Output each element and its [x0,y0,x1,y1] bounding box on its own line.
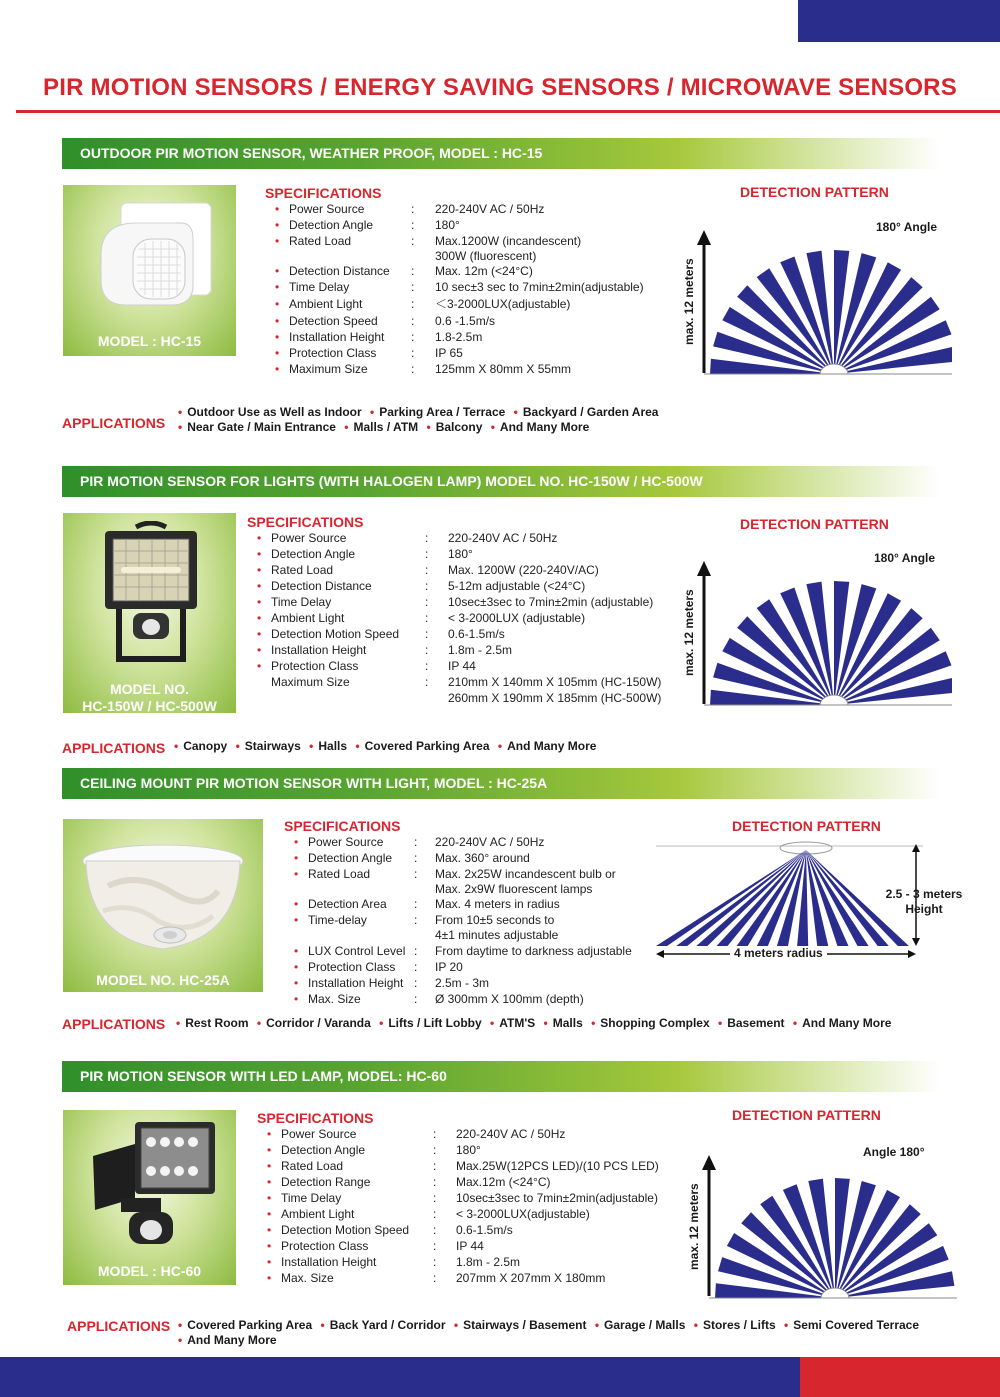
spec-label: Ambient Light [271,611,345,625]
detection-pattern [672,536,952,716]
spec-value: 180° [435,218,460,232]
spec-bullet: • [257,659,262,673]
spec-label: Protection Class [271,659,359,673]
application-item: Stores / Lifts [702,1318,776,1332]
spec-value: Max. 360° around [435,851,530,865]
spec-label: Installation Height [281,1255,377,1269]
spec-value: 0.6-1.5m/s [456,1223,513,1237]
spec-bullet: • [267,1271,272,1285]
detection-pattern-heading: DETECTION PATTERN [732,818,881,834]
spec-bullet: • [294,897,299,911]
app-bullet: • [426,420,431,434]
detection-zone [710,359,834,374]
spec-bullet: • [267,1239,272,1253]
app-bullet: • [497,739,503,753]
spec-colon: : [411,314,415,328]
specifications-heading: SPECIFICATIONS [257,1110,374,1126]
spec-value: Max.1200W (incandescent) [435,234,582,248]
spec-colon: : [425,531,429,545]
spec-colon: : [433,1191,437,1205]
spec-label: Detection Motion Speed [281,1223,410,1237]
application-item: Back Yard / Corridor [329,1318,446,1332]
spec-bullet: • [267,1127,272,1141]
spec-label: Ambient Light [281,1207,355,1221]
spec-bullet: • [294,976,299,990]
page-title: PIR MOTION SENSORS / ENERGY SAVING SENSORS / MICROWAVE SENSORS [43,74,957,101]
arrow-up-icon [697,230,711,245]
app-bullet: • [355,739,360,753]
arrow-up-icon [912,844,920,852]
spec-value: Max. 12m (<24°C) [435,264,533,278]
app-bullet: • [693,1318,698,1332]
spec-bullet: • [294,835,299,849]
spec-colon: : [411,330,415,344]
detection-pattern-heading: DETECTION PATTERN [740,516,889,532]
spec-bullet: • [257,563,262,577]
spec-list [267,1127,687,1292]
spec-label: Power Source [289,202,365,216]
app-bullet: • [320,1318,325,1332]
spec-colon: : [414,992,418,1006]
applications-line [178,405,658,419]
spec-bullet: • [267,1207,272,1221]
spec-value: 10sec±3sec to 7min±2min(adjustable) [456,1191,658,1205]
title-divider [16,110,1000,113]
specifications-heading: SPECIFICATIONS [265,185,382,201]
application-item: Covered Parking Area [364,739,490,753]
spec-bullet: • [294,851,299,865]
section-band: CEILING MOUNT PIR MOTION SENSOR WITH LIGHT, MODEL : HC-25A [62,768,940,799]
application-item: And Many More [507,739,597,753]
spec-value: IP 20 [435,960,463,974]
spec-bullet: • [267,1223,272,1237]
spec-bullet: • [257,627,262,641]
spec-label: Detection Angle [281,1143,366,1157]
spec-colon: : [414,867,418,881]
spec-label: Time Delay [289,280,350,294]
spec-value: 1.8m - 2.5m [448,643,513,657]
spec-value: From daytime to darkness adjustable [435,944,632,958]
app-bullet: • [344,420,349,434]
app-bullet: • [513,405,518,419]
spec-value: 300W (fluorescent) [435,249,537,263]
spec-bullet: • [267,1255,272,1269]
top-accent-bar [798,0,1000,42]
spec-bullet: • [275,346,280,360]
spec-colon: : [411,297,415,311]
spec-bullet: • [294,867,299,881]
application-item: Shopping Complex [600,1016,710,1030]
spec-bullet: • [267,1191,272,1205]
detection-zone [834,250,849,374]
spec-colon: : [411,346,415,360]
spec-label: Rated Load [289,234,352,248]
spec-value: Max. 1200W (220-240V/AC) [448,563,599,577]
spec-value: 220-240V AC / 50Hz [456,1127,566,1141]
applications-heading: APPLICATIONS [67,1318,171,1334]
applications-heading: APPLICATIONS [62,415,166,431]
spec-bullet: • [267,1143,272,1157]
app-bullet: • [176,1016,181,1030]
spec-label: Protection Class [289,346,377,360]
spec-bullet: • [294,992,299,1006]
applications-line [176,1016,891,1030]
applications-line [178,1318,919,1332]
radius-label: 4 meters radius [730,946,827,960]
application-item: Near Gate / Main Entrance [187,420,336,434]
height-label-line: Height [905,902,943,916]
spec-label: Detection Speed [289,314,378,328]
spec-label: Max. Size [308,992,361,1006]
spec-colon: : [425,579,429,593]
spec-colon: : [433,1239,437,1253]
spec-label: Installation Height [308,976,404,990]
spec-colon: : [411,280,415,294]
spec-bullet: • [275,297,280,311]
app-bullet: • [370,405,375,419]
spec-value: 125mm X 80mm X 55mm [435,362,572,376]
spec-value: IP 44 [456,1239,484,1253]
specifications-heading: SPECIFICATIONS [247,514,364,530]
app-bullet: • [453,1318,459,1332]
range-label: max. 12 meters [687,1183,701,1270]
applications-line [174,739,596,753]
spec-colon: : [425,611,429,625]
footer-bar-blue [0,1357,800,1397]
specifications-heading: SPECIFICATIONS [284,818,401,834]
detection-pattern [677,1130,957,1310]
led-floodlight-icon [85,1116,220,1256]
spec-value: 210mm X 140mm X 105mm (HC-150W) [448,675,662,689]
app-bullet: • [178,405,183,419]
product-photo [63,1110,236,1285]
spec-value: Max. 2x9W fluorescent lamps [435,882,593,896]
applications-heading: APPLICATIONS [62,1016,166,1032]
spec-value: 220-240V AC / 50Hz [435,835,545,849]
spec-bullet: • [257,595,262,609]
spec-colon: : [414,944,418,958]
application-item: Basement [727,1016,785,1030]
app-bullet: • [256,1016,262,1030]
spec-value: Max. 2x25W incandescent bulb or [435,867,616,881]
spec-colon: : [414,960,418,974]
spec-colon: : [433,1255,437,1269]
application-item: Parking Area / Terrace [379,405,506,419]
arrow-down-icon [912,938,920,946]
app-bullet: • [792,1016,798,1030]
application-item: Stairways / Basement [463,1318,587,1332]
spec-value: 0.6 -1.5m/s [435,314,496,328]
spec-colon: : [411,218,415,232]
model-label [63,1263,236,1280]
application-item: And Many More [187,1333,277,1347]
spec-value: 5-12m adjustable (<24°C) [448,579,586,593]
spec-colon: : [425,659,429,673]
application-item: And Many More [499,420,590,434]
spec-colon: : [433,1207,437,1221]
spec-colon: : [425,547,429,561]
spec-label: Maximum Size [289,362,368,376]
spec-colon: : [425,595,429,609]
application-item: Malls [552,1016,583,1030]
spec-value: Max.25W(12PCS LED)/(10 PCS LED) [456,1159,659,1173]
section-band: OUTDOOR PIR MOTION SENSOR, WEATHER PROOF, MODEL : HC-15 [62,138,940,169]
spec-label: Rated Load [281,1159,344,1173]
app-bullet: • [178,420,183,434]
spec-value: 220-240V AC / 50Hz [435,202,545,216]
model-label-line: MODEL : HC-15 [97,333,202,349]
spec-label: Time Delay [281,1191,342,1205]
app-bullet: • [591,1016,596,1030]
application-item: Covered Parking Area [187,1318,313,1332]
spec-label: Installation Height [289,330,385,344]
applications-line [178,420,589,434]
spec-bullet: • [294,913,299,927]
spec-label: Ambient Light [289,297,363,311]
model-label-line: MODEL : HC-60 [97,1263,202,1279]
spec-bullet: • [267,1175,272,1189]
halogen-lamp-icon [91,521,211,671]
detection-pattern [672,205,952,385]
arrow-up-icon [702,1155,716,1170]
spec-bullet: • [257,611,262,625]
model-label [63,333,236,350]
spec-label: Detection Range [281,1175,371,1189]
spec-value: < 3-2000LUX (adjustable) [448,611,586,625]
product-photo [63,185,236,356]
spec-value: Ø 300mm X 100mm (depth) [435,992,584,1006]
detection-pattern-heading: DETECTION PATTERN [740,184,889,200]
spec-bullet: • [294,944,299,958]
application-item: Backyard / Garden Area [522,405,659,419]
angle-label: Angle 180° [863,1145,925,1159]
spec-value: 220-240V AC / 50Hz [448,531,558,545]
ceiling-light-icon [78,831,248,961]
spec-value: IP 65 [435,346,463,360]
app-bullet: • [490,420,495,434]
spec-bullet: • [275,280,280,294]
model-label-line: MODEL NO. [109,681,190,697]
range-label: max. 12 meters [682,258,696,345]
app-bullet: • [178,1318,183,1332]
app-bullet: • [594,1318,600,1332]
spec-bullet: • [257,547,262,561]
application-item: Semi Covered Terrace [793,1318,920,1332]
outdoor-sensor-icon [81,195,221,320]
height-label-line: 2.5 - 3 meters [885,887,963,901]
application-item: Outdoor Use as Well as Indoor [187,405,362,419]
spec-label: Maximum Size [271,675,350,689]
spec-label: Max. Size [281,1271,334,1285]
spec-colon: : [425,563,429,577]
spec-value: ＜3-2000LUX(adjustable) [435,297,571,311]
range-label: max. 12 meters [682,589,696,676]
app-bullet: • [379,1016,384,1030]
spec-value: Max. 4 meters in radius [435,897,560,911]
spec-colon: : [433,1271,437,1285]
footer-bar-red [800,1357,1000,1397]
spec-colon: : [433,1159,437,1173]
spec-value: 4±1 minutes adjustable [435,928,559,942]
spec-colon: : [411,264,415,278]
spec-colon: : [411,362,415,376]
spec-colon: : [414,835,418,849]
spec-label: Power Source [271,531,347,545]
spec-bullet: • [275,330,280,344]
spec-bullet: • [275,362,280,376]
model-label [63,972,263,989]
angle-label: 180° Angle [874,551,936,565]
app-bullet: • [235,739,240,753]
spec-label: Detection Distance [271,579,372,593]
app-bullet: • [178,1333,183,1347]
spec-label: Time-delay [308,913,367,927]
application-item: Halls [318,739,348,753]
spec-label: Power Source [308,835,384,849]
arrow-right-icon [908,950,916,958]
spec-colon: : [411,202,415,216]
spec-bullet: • [275,234,280,248]
spec-value: 260mm X 190mm X 185mm (HC-500W) [448,691,662,705]
spec-bullet: • [275,264,280,278]
spec-label: Detection Angle [289,218,374,232]
arrow-left-icon [656,950,664,958]
spec-colon: : [433,1223,437,1237]
spec-colon: : [411,234,415,248]
spec-value: 1.8-2.5m [435,330,483,344]
spec-colon: : [414,897,418,911]
detection-zone [835,1178,850,1298]
application-item: Canopy [183,739,228,753]
application-item: Garage / Malls [604,1318,686,1332]
spec-bullet: • [257,531,262,545]
spec-label: Power Source [281,1127,357,1141]
detection-zone [715,1283,835,1298]
spec-value: From 10±5 seconds to [435,913,555,927]
spec-label: Time Delay [271,595,332,609]
application-item: Rest Room [185,1016,249,1030]
app-bullet: • [783,1318,789,1332]
application-item: Balcony [435,420,483,434]
application-item: Lifts / Lift Lobby [388,1016,482,1030]
spec-value: 10sec±3sec to 7min±2min (adjustable) [448,595,654,609]
spec-colon: : [414,851,418,865]
product-photo [63,819,263,992]
app-bullet: • [717,1016,723,1030]
spec-colon: : [433,1143,437,1157]
spec-label: Detection Area [308,897,387,911]
spec-value: 10 sec±3 sec to 7min±2min(adjustable) [435,280,644,294]
spec-label: LUX Control Level [308,944,406,958]
spec-value: 207mm X 207mm X 180mm [456,1271,606,1285]
spec-label: Rated Load [308,867,371,881]
spec-bullet: • [275,218,280,232]
spec-colon: : [433,1175,437,1189]
spec-label: Installation Height [271,643,367,657]
spec-value: 180° [456,1143,481,1157]
spec-value: 180° [448,547,473,561]
spec-label: Protection Class [308,960,396,974]
model-label [63,681,236,715]
spec-label: Detection Angle [271,547,356,561]
application-item: Malls / ATM [353,420,419,434]
spec-value: < 3-2000LUX(adjustable) [456,1207,590,1221]
spec-label: Detection Distance [289,264,390,278]
spec-colon: : [414,913,418,927]
spec-bullet: • [257,643,262,657]
application-item: ATM'S [499,1016,536,1030]
spec-bullet: • [267,1159,272,1173]
detection-zone [710,690,834,705]
app-bullet: • [490,1016,495,1030]
spec-bullet: • [257,579,262,593]
spec-label: Protection Class [281,1239,369,1253]
spec-bullet: • [275,314,280,328]
spec-colon: : [425,675,429,689]
model-label-line: HC-150W / HC-500W [82,698,217,714]
section-band: PIR MOTION SENSOR WITH LED LAMP, MODEL: HC-60 [62,1061,940,1092]
detection-pattern-heading: DETECTION PATTERN [732,1107,881,1123]
spec-value: IP 44 [448,659,476,673]
spec-label: Rated Load [271,563,334,577]
product-photo [63,513,236,713]
spec-list [294,835,654,1010]
spec-value: 1.8m - 2.5m [456,1255,521,1269]
application-item: And Many More [802,1016,892,1030]
application-item: Stairways [244,739,301,753]
spec-value: Max.12m (<24°C) [456,1175,551,1189]
model-label-line: MODEL NO. HC-25A [96,972,230,988]
spec-label: Detection Motion Speed [271,627,400,641]
spec-bullet: • [275,202,280,216]
detection-pattern [648,836,968,966]
applications-heading: APPLICATIONS [62,740,166,756]
height-label [880,887,968,917]
section-band: PIR MOTION SENSOR FOR LIGHTS (WITH HALOGEN LAMP) MODEL NO. HC-150W / HC-500W [62,466,940,497]
spec-colon: : [425,643,429,657]
spec-colon: : [433,1127,437,1141]
spec-value: 0.6-1.5m/s [448,627,505,641]
spec-bullet: • [294,960,299,974]
spec-list [257,531,687,706]
app-bullet: • [174,739,179,753]
spec-colon: : [414,976,418,990]
spec-label: Detection Angle [308,851,393,865]
angle-label: 180° Angle [876,220,938,234]
spec-list [275,202,695,382]
detection-zone [834,581,849,705]
spec-colon: : [425,627,429,641]
app-bullet: • [309,739,314,753]
app-bullet: • [543,1016,548,1030]
arrow-up-icon [697,561,711,576]
applications-line [178,1333,277,1347]
application-item: Corridor / Varanda [266,1016,371,1030]
spec-value: 2.5m - 3m [435,976,490,990]
